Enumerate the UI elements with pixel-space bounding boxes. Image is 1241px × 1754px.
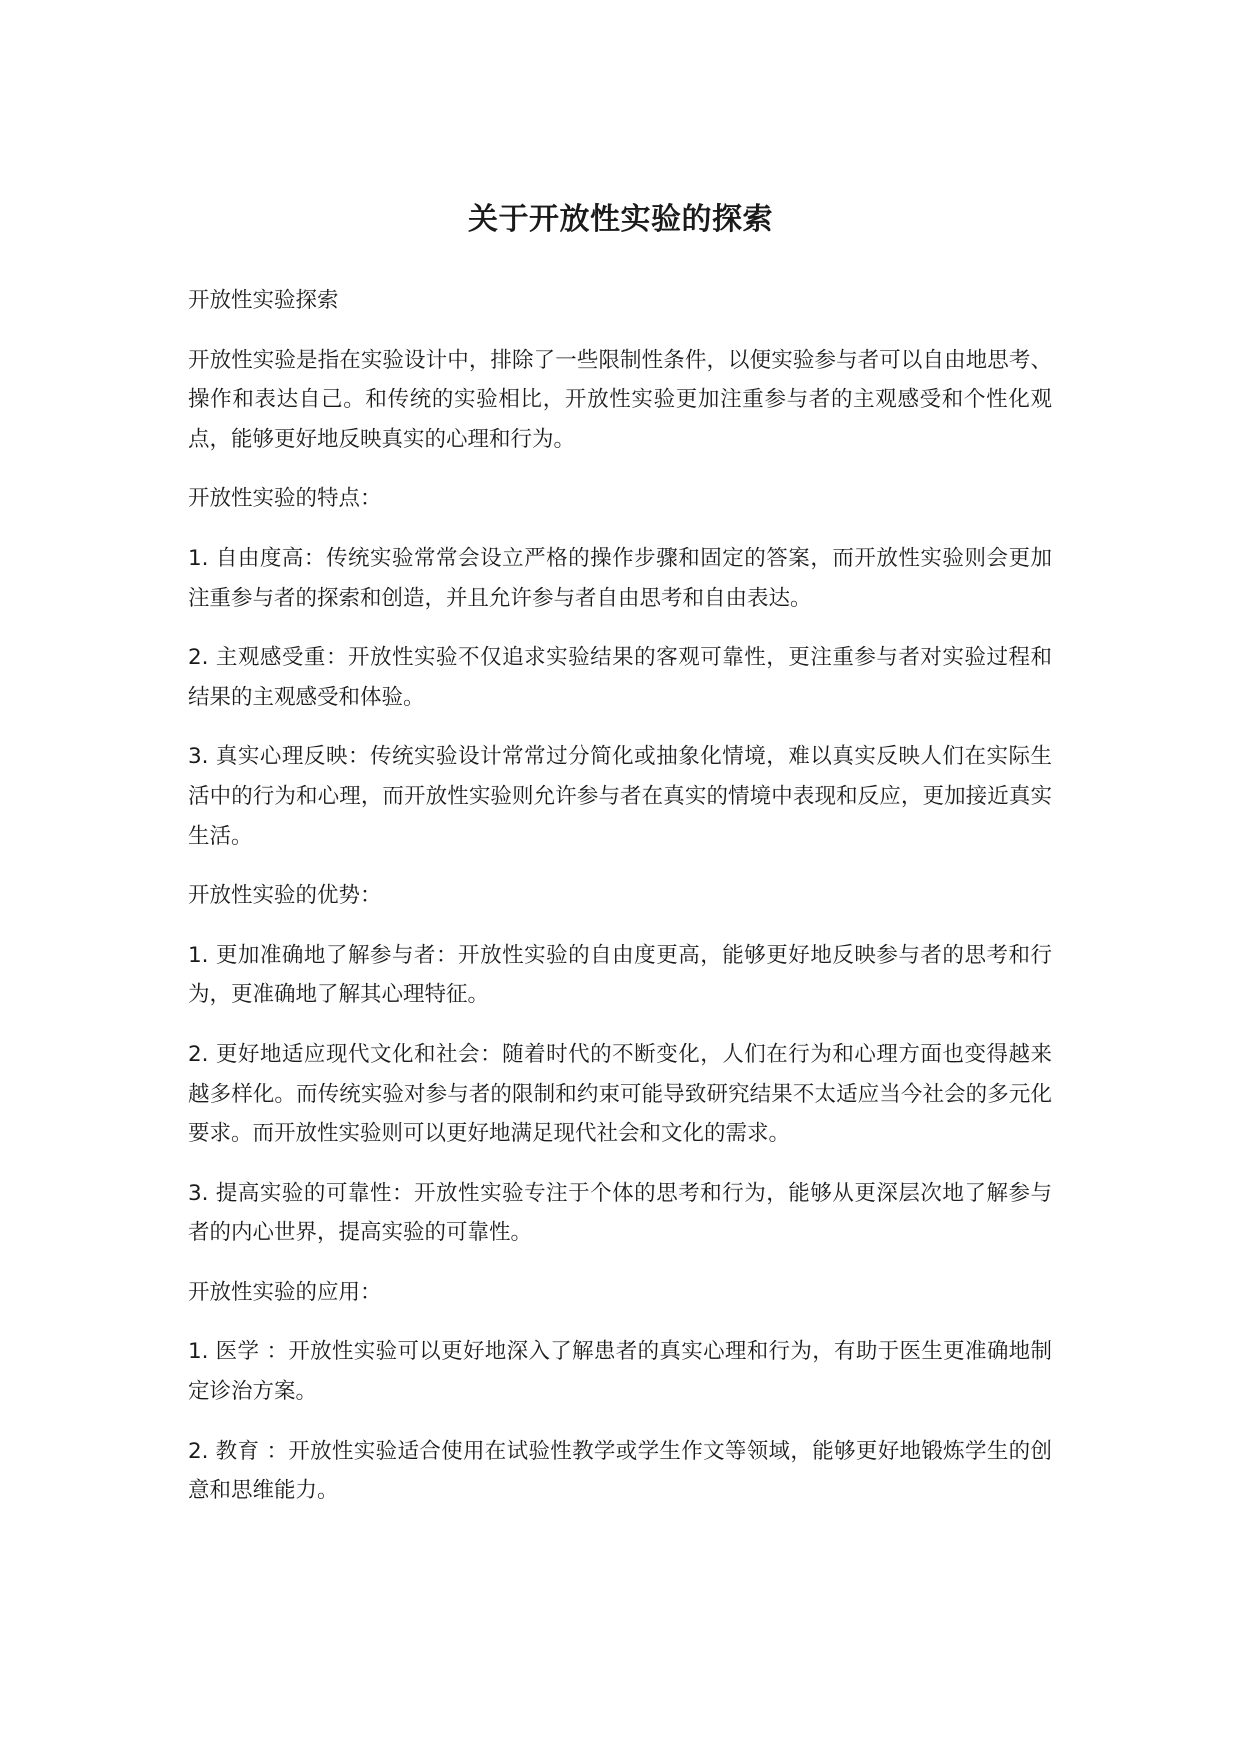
feature-item-3: 3. 真实心理反映：传统实验设计常常过分简化或抽象化情境，难以真实反映人们在实际生活中的行为和心理，而开放性实验则允许参与者在真实的情境中表现和反应，更加接近真实生活。 [188,744,1052,849]
application-item-2: 2. 教育 ：开放性实验适合使用在试验性教学或学生作文等领域，能够更好地锻炼学生的创意和思维能力。 [188,1438,1052,1504]
document-title: 关于开放性实验的探索 [468,202,773,238]
heading-features: 开放性实验的特点： [188,486,382,512]
feature-item-1: 1. 自由度高：传统实验常常会设立严格的操作步骤和固定的答案，而开放性实验则会更加注重参与者的探索和创造，并且允许参与者自由思考和自由表达。 [188,545,1052,611]
document-body [188,281,1052,1531]
paragraph-subtitle: 开放性实验探索 [188,288,339,313]
heading-applications: 开放性实验的应用： [188,1279,382,1305]
advantage-item-2: 2. 更好地适应现代文化和社会：随着时代的不断变化，人们在行为和心理方面也变得越来越多样化。而传统实验对参与者的限制和约束可能导致研究结果不太适应当今社会的多元化要求。而开放性实验则可以更好地满足现代社会和文化的需求。 [188,1041,1052,1147]
advantage-item-3: 3. 提高实验的可靠性：开放性实验专注于个体的思考和行为，能够从更深层次地了解参与者的内心世界，提高实验的可靠性。 [188,1180,1052,1246]
heading-advantages: 开放性实验的优势： [188,883,382,909]
application-item-1: 1. 医学 ：开放性实验可以更好地深入了解患者的真实心理和行为，有助于医生更准确地制定诊治方案。 [188,1339,1052,1405]
feature-item-2: 2. 主观感受重：开放性实验不仅追求实验结果的客观可靠性，更注重参与者对实验过程和结果的主观感受和体验。 [188,645,1052,710]
paragraph-intro: 开放性实验是指在实验设计中，排除了一些限制性条件，以便实验参与者可以自由地思考、操作和表达自己。和传统的实验相比，开放性实验更加注重参与者的主观感受和个性化观点，能够更好地反映真实的心理和行为。 [188,347,1052,452]
advantage-item-1: 1. 更加准确地了解参与者：开放性实验的自由度更高，能够更好地反映参与者的思考和行为，更准确地了解其心理特征。 [188,942,1052,1008]
